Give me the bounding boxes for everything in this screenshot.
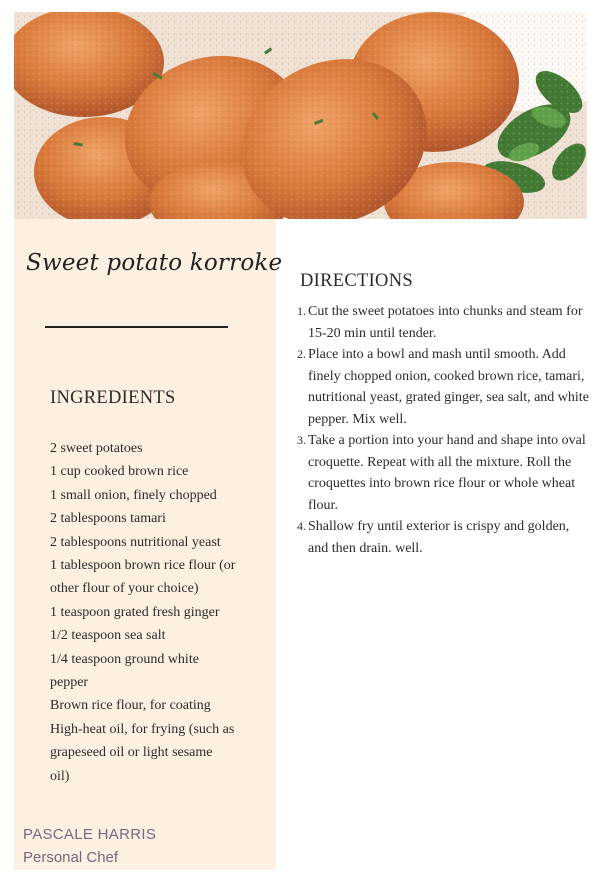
- ingredients-heading: INGREDIENTS: [50, 388, 176, 408]
- list-item: 1 tablespoon brown rice flour (or: [50, 558, 236, 574]
- list-item: Brown rice flour, for coating: [50, 698, 211, 714]
- ingredients-list: [50, 437, 260, 788]
- step-text: Place into a bowl and mash until smooth. Add finely chopped onion, cooked brown rice, tamari, nutritional yeast, grated ginger, sea salt, and white pepper. Mix well.: [308, 347, 589, 427]
- list-item: High-heat oil, for frying (such as: [50, 721, 235, 737]
- list-item: 1/2 teaspoon sea salt: [50, 628, 166, 644]
- list-item: grapeseed oil or light sesame: [50, 745, 213, 761]
- step-text: Shallow fry until exterior is crispy and golden, and then drain. well.: [308, 519, 570, 556]
- list-item: other flour of your choice): [50, 581, 199, 597]
- direction-step: [297, 301, 589, 344]
- directions-list: [297, 301, 589, 559]
- step-text: Take a portion into your hand and shape into oval croquette. Repeat with all the mixture. Roll the croquettes into brown rice flour or whole wheat flour.: [308, 433, 586, 513]
- directions-heading: DIRECTIONS: [300, 271, 413, 291]
- recipe-title: Sweet potato korroke: [26, 250, 283, 276]
- list-item: 1 small onion, finely chopped: [50, 487, 217, 503]
- chef-name: PASCALE HARRIS: [23, 826, 157, 843]
- list-item: 1 cup cooked brown rice: [50, 464, 189, 480]
- list-item: 2 sweet potatoes: [50, 441, 143, 456]
- list-item: 2 tablespoons tamari: [50, 511, 166, 527]
- step-number: 3.: [297, 433, 306, 447]
- list-item: 1/4 teaspoon ground white: [50, 651, 199, 667]
- title-divider: [45, 326, 228, 328]
- chef-role: Personal Chef: [23, 849, 119, 866]
- step-number: 1.: [297, 304, 306, 318]
- croquette-photo: [14, 12, 587, 219]
- list-item: 2 tablespoons nutritional yeast: [50, 534, 221, 550]
- croquette-photo-icon: [14, 12, 587, 219]
- list-item: oil): [50, 768, 70, 784]
- step-text: Cut the sweet potatoes into chunks and steam for 15-20 min until tender.: [308, 304, 583, 341]
- step-number: 2.: [297, 347, 306, 361]
- direction-step: [297, 344, 589, 430]
- list-item: pepper: [50, 675, 89, 691]
- direction-step: [297, 516, 589, 559]
- direction-step: [297, 430, 589, 516]
- step-number: 4.: [297, 519, 306, 533]
- list-item: 1 teaspoon grated fresh ginger: [50, 604, 220, 620]
